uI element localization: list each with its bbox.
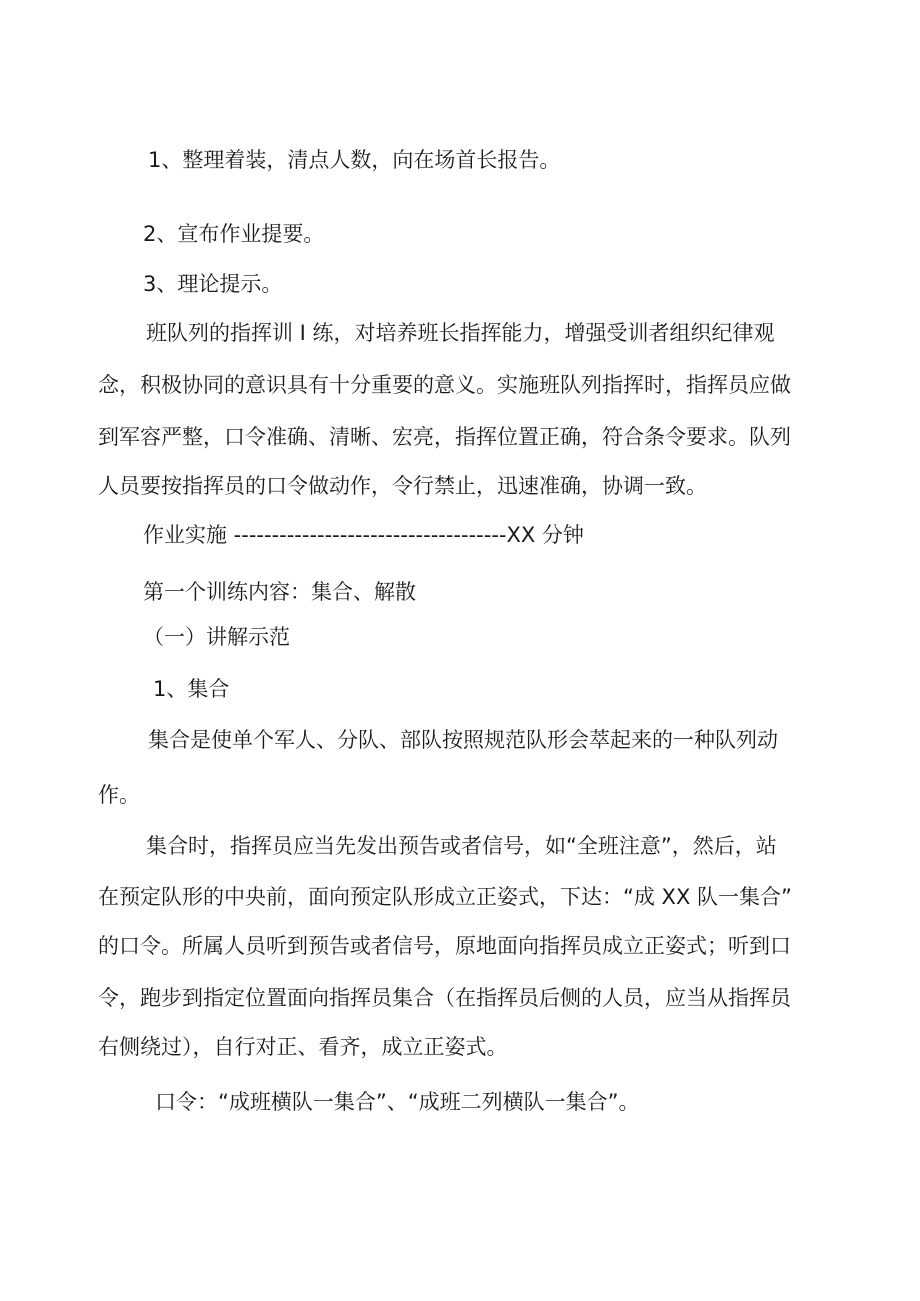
theory-line-2: 念，积极协同的意识具有十分重要的意义。实施班队列指挥时，指挥员应做 — [98, 373, 791, 397]
procedure-line-2: 在预定队形的中央前，面向预定队形成立正姿式，下达：“成 XX 队一集合” — [98, 885, 792, 909]
procedure-line-4: 令，跑步到指定位置面向指挥员集合（在指挥员后侧的人员，应当从指挥员 — [98, 986, 791, 1010]
theory-line-4: 人员要按指挥员的口令做动作，令行禁止，迅速准确，协调一致。 — [98, 474, 707, 498]
procedure-line-1: 集合时，指挥员应当先发出预告或者信号，如“全班注意”，然后，站 — [146, 834, 777, 858]
definition-line-2: 作。 — [98, 783, 140, 807]
step-3: 3、理论提示。 — [143, 272, 283, 296]
command-line: 口令：“成班横队一集合”、“成班二列横队一集合”。 — [155, 1090, 640, 1114]
step-2: 2、宣布作业提要。 — [143, 222, 325, 246]
section-heading: （一）讲解示范 — [143, 625, 290, 649]
theory-line-3: 到军容严整，口令准确、清晰、宏亮，指挥位置正确，符合条令要求。队列 — [98, 425, 791, 449]
procedure-line-3: 的口令。所属人员听到预告或者信号，原地面向指挥员成立正姿式；听到口 — [98, 934, 791, 958]
step-1: 1、整理着装，清点人数，向在场首长报告。 — [148, 148, 561, 172]
definition-line-1: 集合是使单个军人、分队、部队按照规范队形会萃起来的一种队列动 — [148, 728, 778, 752]
theory-line-1: 班队列的指挥训 I 练，对培养班长指挥能力，增强受训者组织纪律观 — [146, 321, 775, 345]
subsection-heading: 1、集合 — [153, 677, 230, 701]
training-title: 第一个训练内容：集合、解散 — [143, 580, 416, 604]
procedure-line-5: 右侧绕过），自行对正、看齐，成立正姿式。 — [98, 1035, 508, 1059]
implementation-line: 作业实施 ------------------------------------XX 分钟 — [143, 523, 584, 547]
